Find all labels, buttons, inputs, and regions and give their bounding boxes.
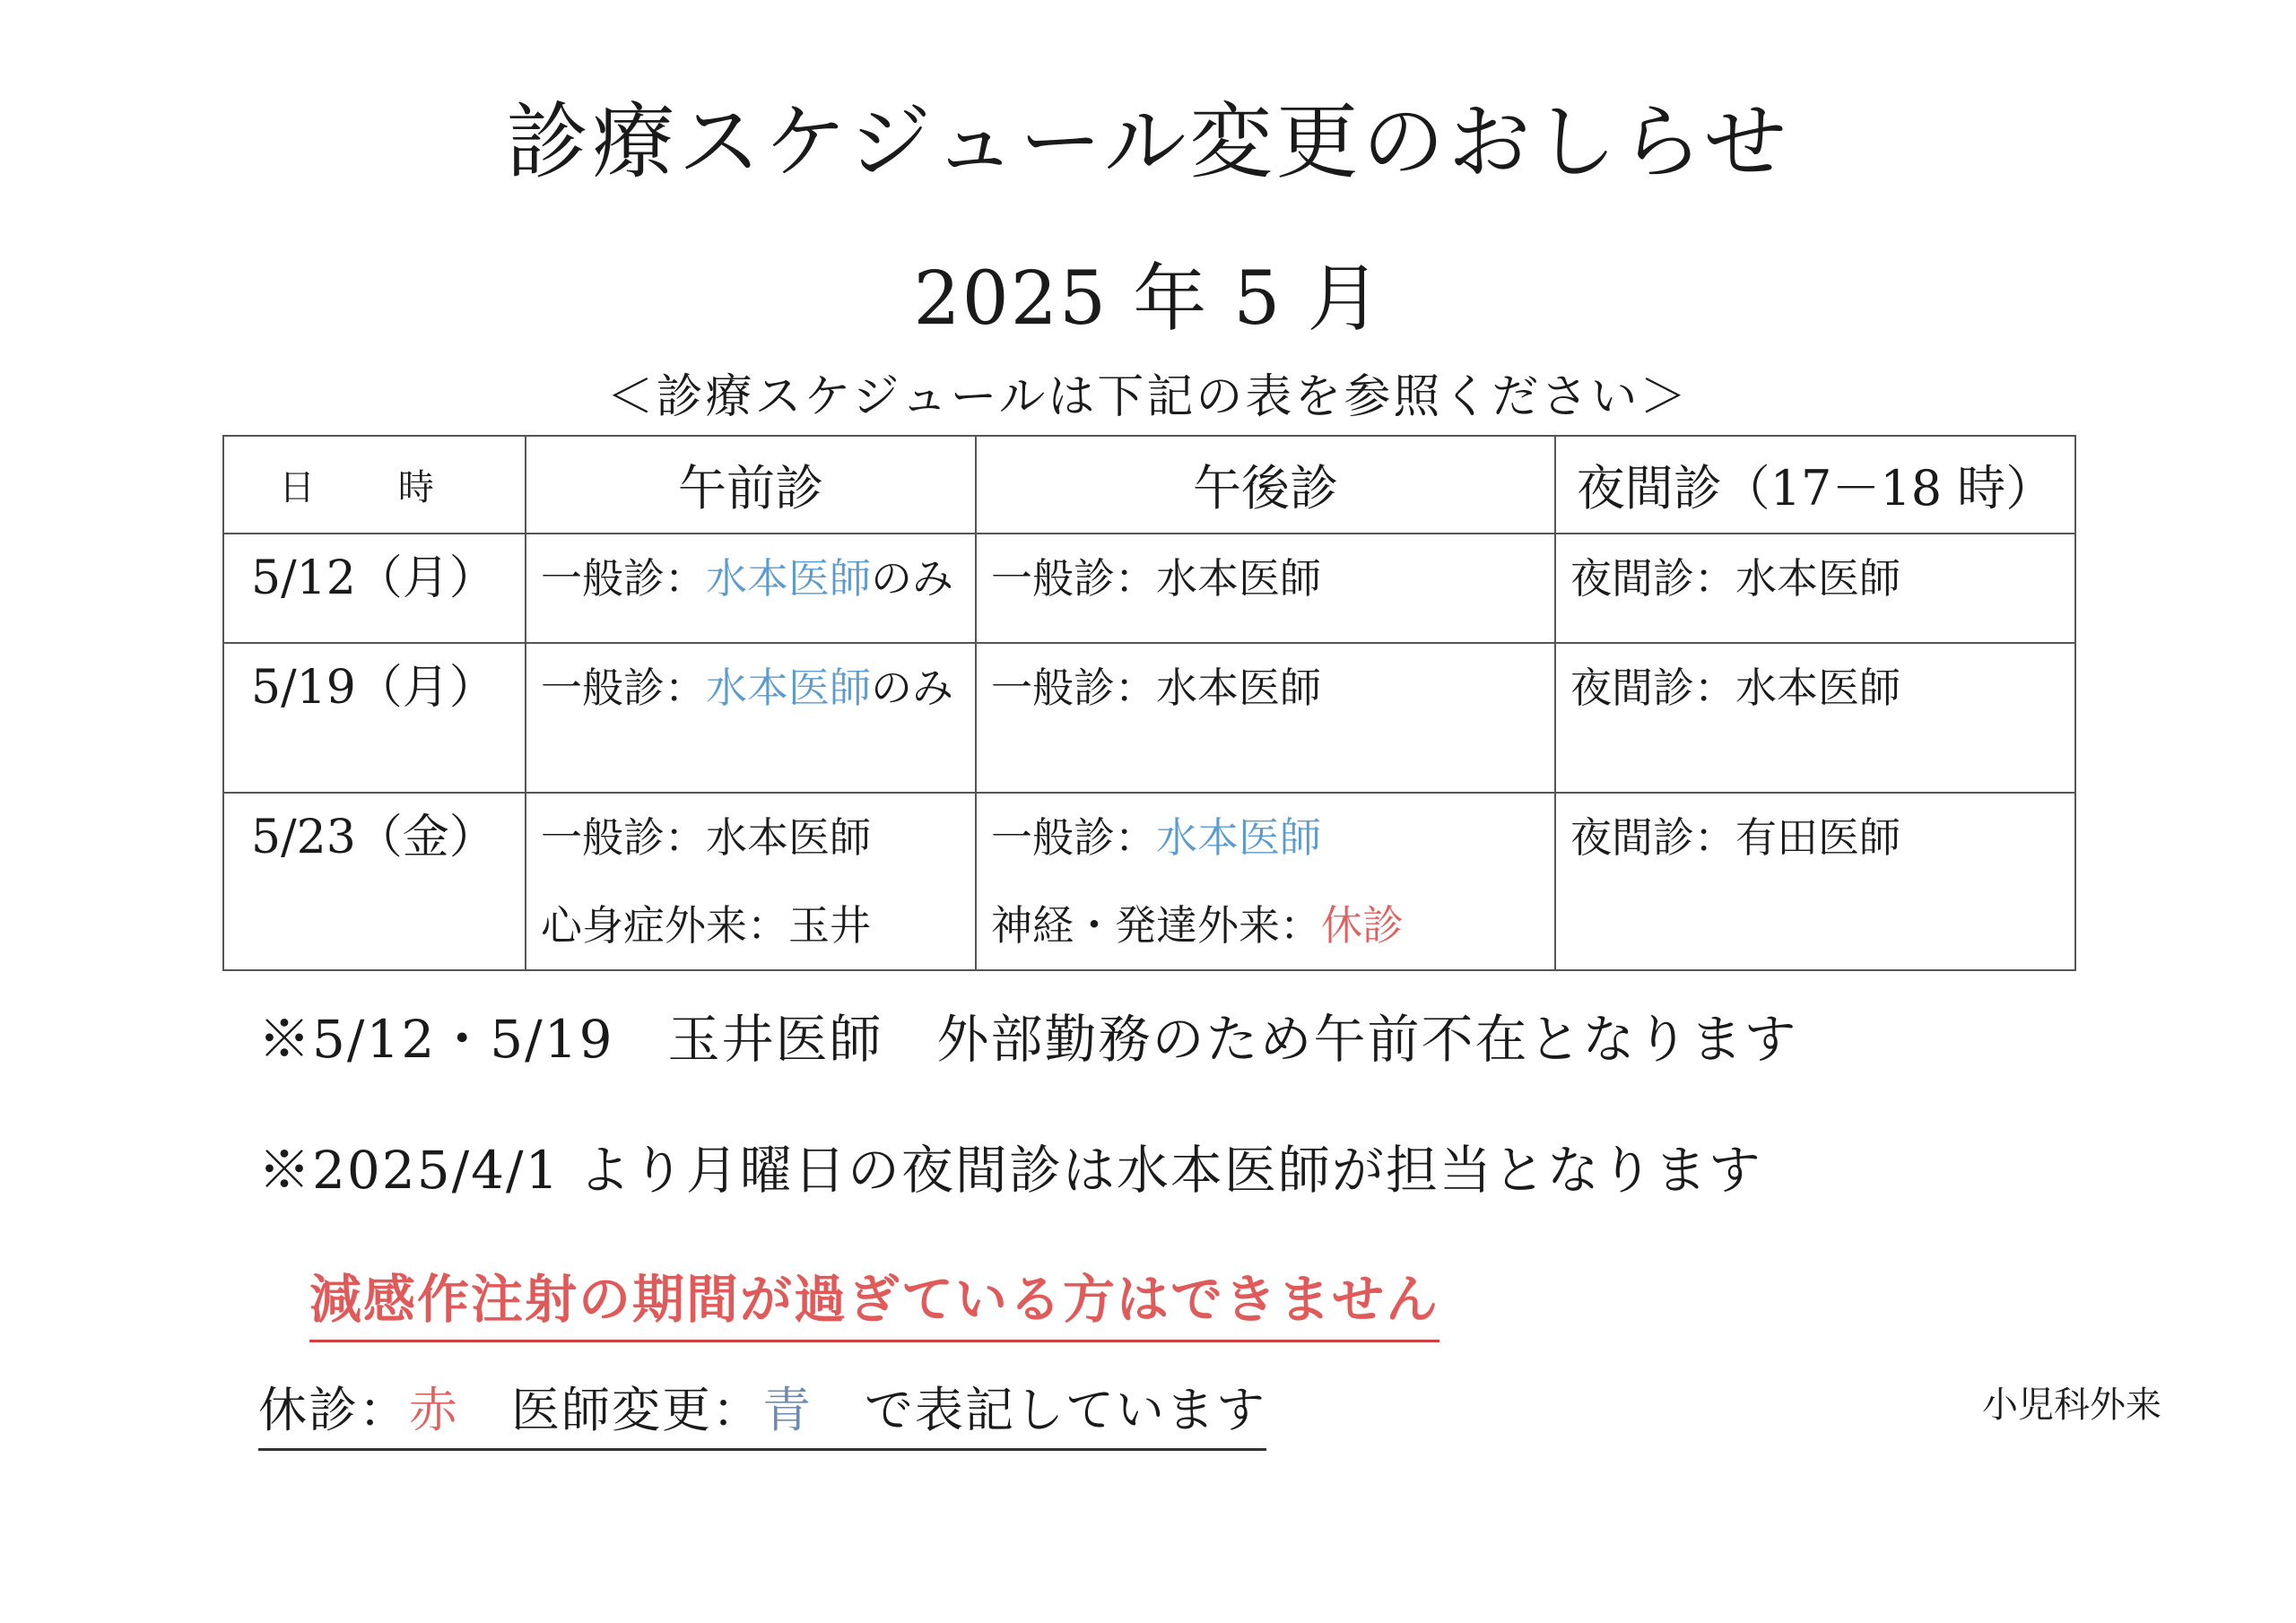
morning-cell: [526, 534, 976, 643]
header-date: 日 時: [223, 436, 526, 534]
doctor-change-text: 水本医師: [1156, 813, 1321, 862]
cell-prefix: 一般診：: [991, 554, 1156, 603]
cell-text: 水本医師: [1156, 554, 1321, 603]
legend-closed-value: 赤: [409, 1382, 459, 1438]
row-date: 5/12（月）: [223, 534, 526, 643]
doctor-change-text: 水本医師: [706, 554, 871, 603]
table-row: [223, 534, 2075, 643]
department-label: 小児科外来: [1982, 1384, 2161, 1426]
cell-line: [991, 794, 1554, 881]
header-afternoon: 午後診: [976, 436, 1555, 534]
legend-suffix: で表記しています: [865, 1382, 1266, 1438]
night-cell: 夜間診：水本医師: [1555, 534, 2075, 643]
cell-prefix: 一般診：: [541, 664, 706, 712]
afternoon-cell: [976, 643, 1555, 793]
night-cell: 夜間診：水本医師: [1555, 643, 2075, 793]
cell-prefix: 一般診：: [541, 554, 706, 603]
cell-prefix: 一般診：: [991, 813, 1156, 862]
table-row: [223, 793, 2075, 970]
afternoon-cell: [976, 534, 1555, 643]
header-night: 夜間診（17－18 時）: [1555, 436, 2075, 534]
schedule-table: [222, 435, 2076, 971]
note-night-doctor: ※2025/4/1 より月曜日の夜間診は水本医師が担当となります: [258, 1140, 1762, 1201]
legend-change-label: 医師変更：: [511, 1382, 762, 1438]
note-absence: ※5/12・5/19 玉井医師 外部勤務のため午前不在となります: [258, 1009, 1798, 1070]
afternoon-cell: [976, 793, 1555, 970]
cell-line: [991, 881, 1554, 969]
page-title: 診療スケジュール変更のおしらせ: [506, 94, 1790, 190]
cell-text: 水本医師: [1156, 664, 1321, 712]
legend-closed-label: 休診：: [258, 1382, 409, 1438]
legend-change-value: 青: [762, 1382, 813, 1438]
month-heading: 2025 年 5 月: [913, 256, 1383, 342]
doctor-change-text: 水本医師: [706, 664, 871, 712]
table-header-row: [223, 436, 2075, 534]
morning-cell: [526, 793, 976, 970]
subtitle: ＜診療スケジュールは下記の表を参照ください＞: [606, 370, 1690, 424]
closed-text: 休診: [1321, 901, 1404, 950]
row-date: 5/23（金）: [223, 793, 526, 970]
morning-cell: [526, 643, 976, 793]
cell-suffix: のみ: [871, 554, 953, 603]
night-cell: 夜間診：有田医師: [1555, 793, 2075, 970]
cell-prefix: 神経・発達外来：: [991, 901, 1321, 950]
cell-suffix: のみ: [871, 664, 953, 712]
cell-line: 心身症外来：玉井: [541, 901, 871, 950]
table-row: [223, 643, 2075, 793]
color-legend: [258, 1372, 1266, 1451]
cell-line: 一般診：水本医師: [541, 813, 871, 862]
cell-prefix: 一般診：: [991, 664, 1156, 712]
warning-text: 減感作注射の期間が過ぎている方はできません: [309, 1257, 1439, 1342]
row-date: 5/19（月）: [223, 643, 526, 793]
header-morning: 午前診: [526, 436, 976, 534]
